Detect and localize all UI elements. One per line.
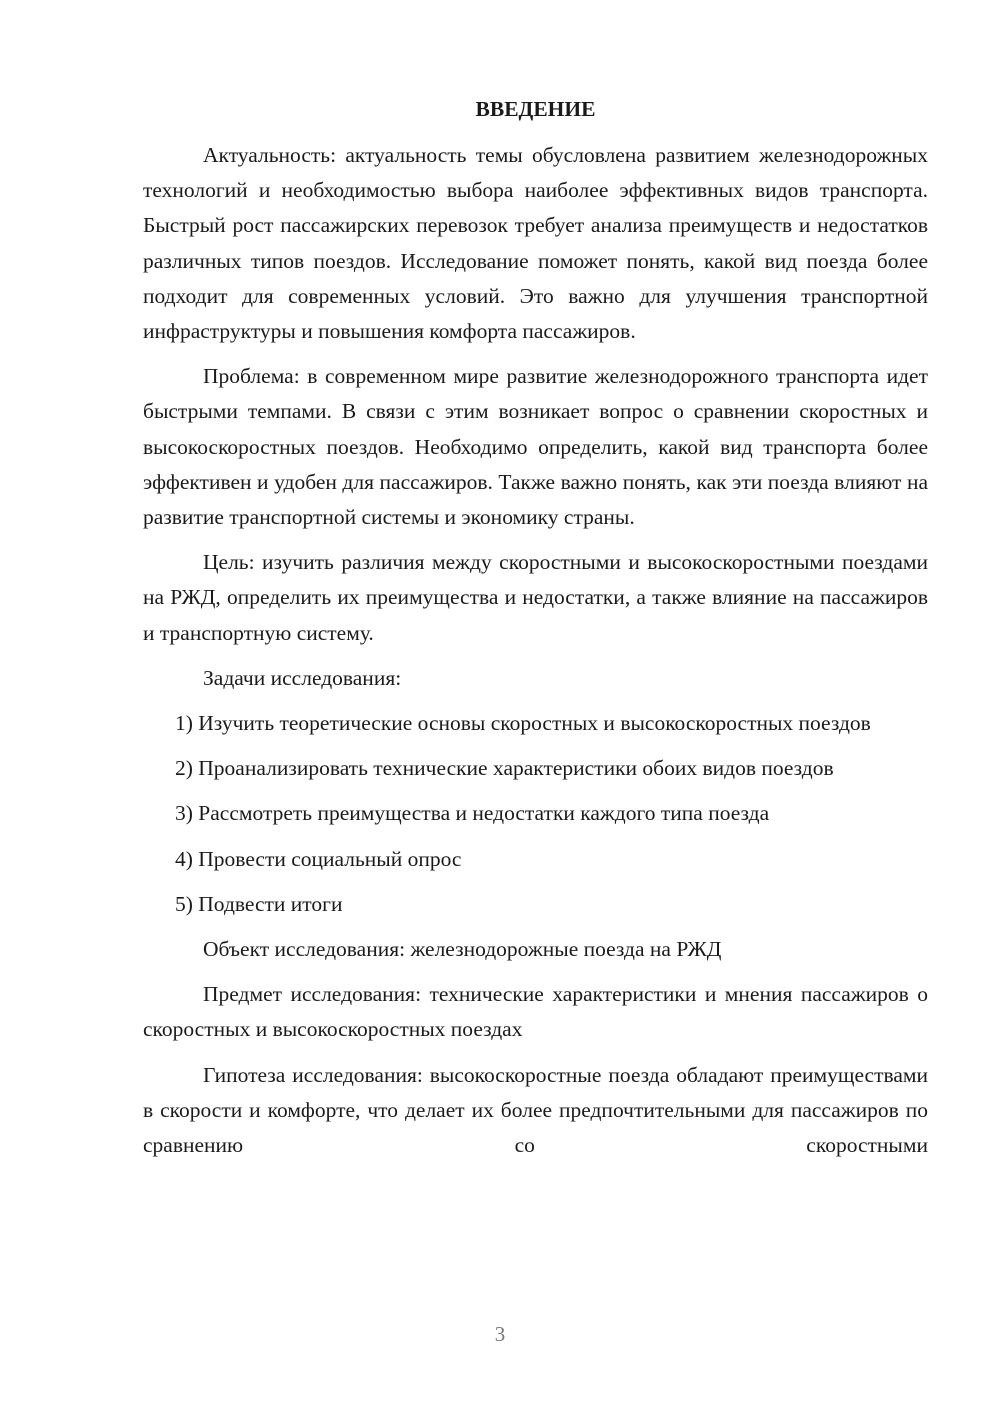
- section-title: ВВЕДЕНИЕ: [475, 97, 596, 121]
- task-item-1: 1) Изучить теоретические основы скоростных и высокоскоростных поездов: [175, 711, 871, 736]
- task-item-2: 2) Проанализировать технические характеристики обоих видов поездов: [175, 756, 834, 781]
- problem-paragraph: Проблема: в современном мире развитие железнодорожного транспорта идет быстрыми темпами. В связи с этим возникает вопрос о сравнении скоростных и высокоскоростных поездов. Необходимо определить, какой вид транспорта более эффективен и удобен для пассажиров. Также важно понять, как эти поезда влияют на развитие транспортной системы и экономику страны.: [143, 364, 928, 530]
- hypothesis-paragraph: Гипотеза исследования: высокоскоростные поезда обладают преимуществами в скорости и комфорте, что делает их более предпочтительными для пассажиров по сравнению со скоростными: [143, 1062, 928, 1158]
- page-number: 3: [494, 1322, 506, 1346]
- task-item-5: 5) Подвести итоги: [175, 891, 343, 916]
- goal-paragraph: Цель: изучить различия между скоростными и высокоскоростными поездами на РЖД, определить их преимущества и недостатки, а также влияние на пассажиров и транспортную систему.: [143, 550, 928, 645]
- subject-paragraph: Предмет исследования: технические характеристики и мнения пассажиров о скоростных и высокоскоростных поездах: [143, 982, 928, 1042]
- task-item-3: 3) Рассмотреть преимущества и недостатки каждого типа поезда: [175, 801, 770, 826]
- object-paragraph: Объект исследования: железнодорожные поезда на РЖД: [203, 937, 722, 962]
- relevance-paragraph: Актуальность: актуальность темы обусловлена развитием железнодорожных технологий и необходимостью выбора наиболее эффективных видов транспорта. Быстрый рост пассажирских перевозок требует анализа преимуществ и недостатков различных типов поездов. Исследование поможет понять, какой вид поезда более подходит для современных условий. Это важно для улучшения транспортной инфраструктуры и повышения комфорта пассажиров.: [143, 143, 928, 344]
- task-item-4: 4) Провести социальный опрос: [175, 846, 462, 871]
- document-page: [143, 92, 928, 1163]
- tasks-heading: Задачи исследования:: [203, 665, 402, 690]
